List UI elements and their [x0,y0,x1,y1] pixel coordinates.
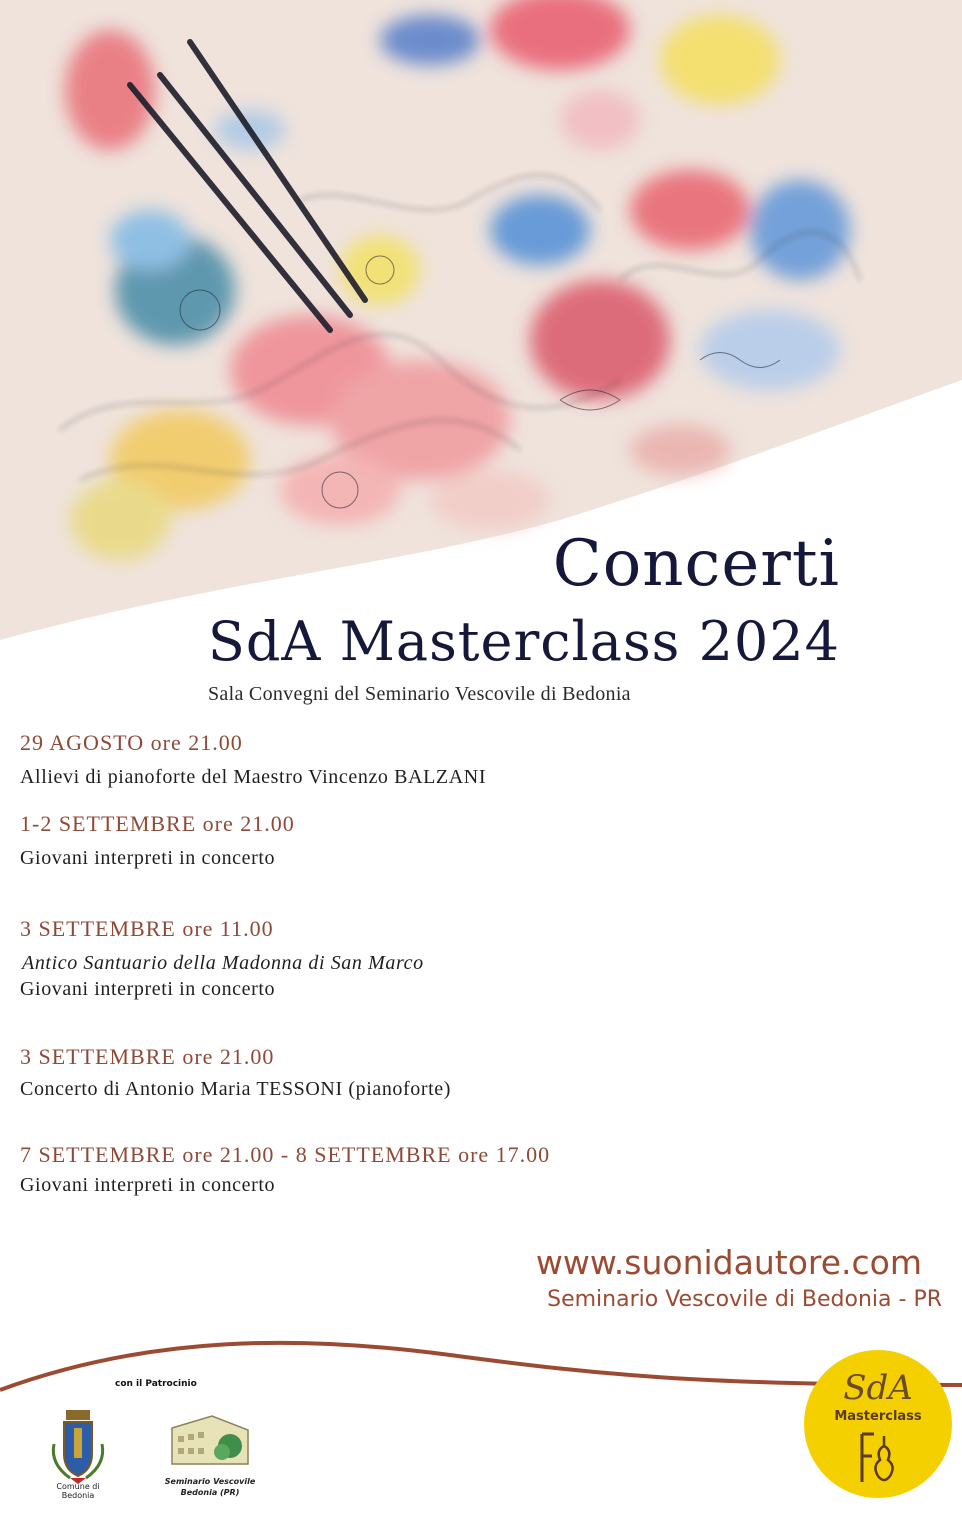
event-date: 29 AGOSTO ore 21.00 [20,730,243,755]
event-date: 3 SETTEMBRE ore 11.00 [20,916,274,941]
sda-masterclass-badge [804,1350,952,1498]
event-description: Giovani interpreti in concerto [20,978,276,1001]
badge-sda: SdA [843,1368,913,1408]
event-date: 3 SETTEMBRE ore 21.00 [20,1044,275,1069]
event-subtitle: SdA Masterclass 2024 [207,610,840,673]
patronage-label: con il Patrocinio [115,1379,197,1389]
event-date: 7 SETTEMBRE ore 21.00 - 8 SETTEMBRE ore 17.00 [20,1142,551,1167]
event-place: Antico Santuario della Madonna di San Marco [22,952,424,975]
event-item [20,1142,550,1198]
event-description: Concerto di Antonio Maria TESSONI (pianoforte) [20,1078,452,1101]
location-line: Seminario Vescovile di Bedonia - PR [547,1287,942,1312]
event-item [20,811,295,871]
seminario-building-icon [168,1408,252,1478]
comune-label: Comune di Bedonia [56,1482,100,1500]
event-item [20,916,424,1002]
event-description: Giovani interpreti in concerto [20,847,276,870]
event-description: Giovani interpreti in concerto [20,1174,276,1197]
event-item [20,730,486,790]
event-item [20,1044,451,1102]
violin-icon [854,1430,902,1486]
event-description: Allievi di pianoforte del Maestro Vincenzo BALZANI [20,766,487,789]
venue-line: Sala Convegni del Seminario Vescovile di Bedonia [208,683,631,705]
event-date: 1-2 SETTEMBRE ore 21.00 [20,811,295,836]
seminario-label: Seminario Vescovile Bedonia (PR) [164,1477,256,1498]
page-title: Concerti [552,527,840,601]
website-link[interactable]: www.suonidautore.com [535,1243,922,1282]
badge-masterclass: Masterclass [834,1409,922,1424]
